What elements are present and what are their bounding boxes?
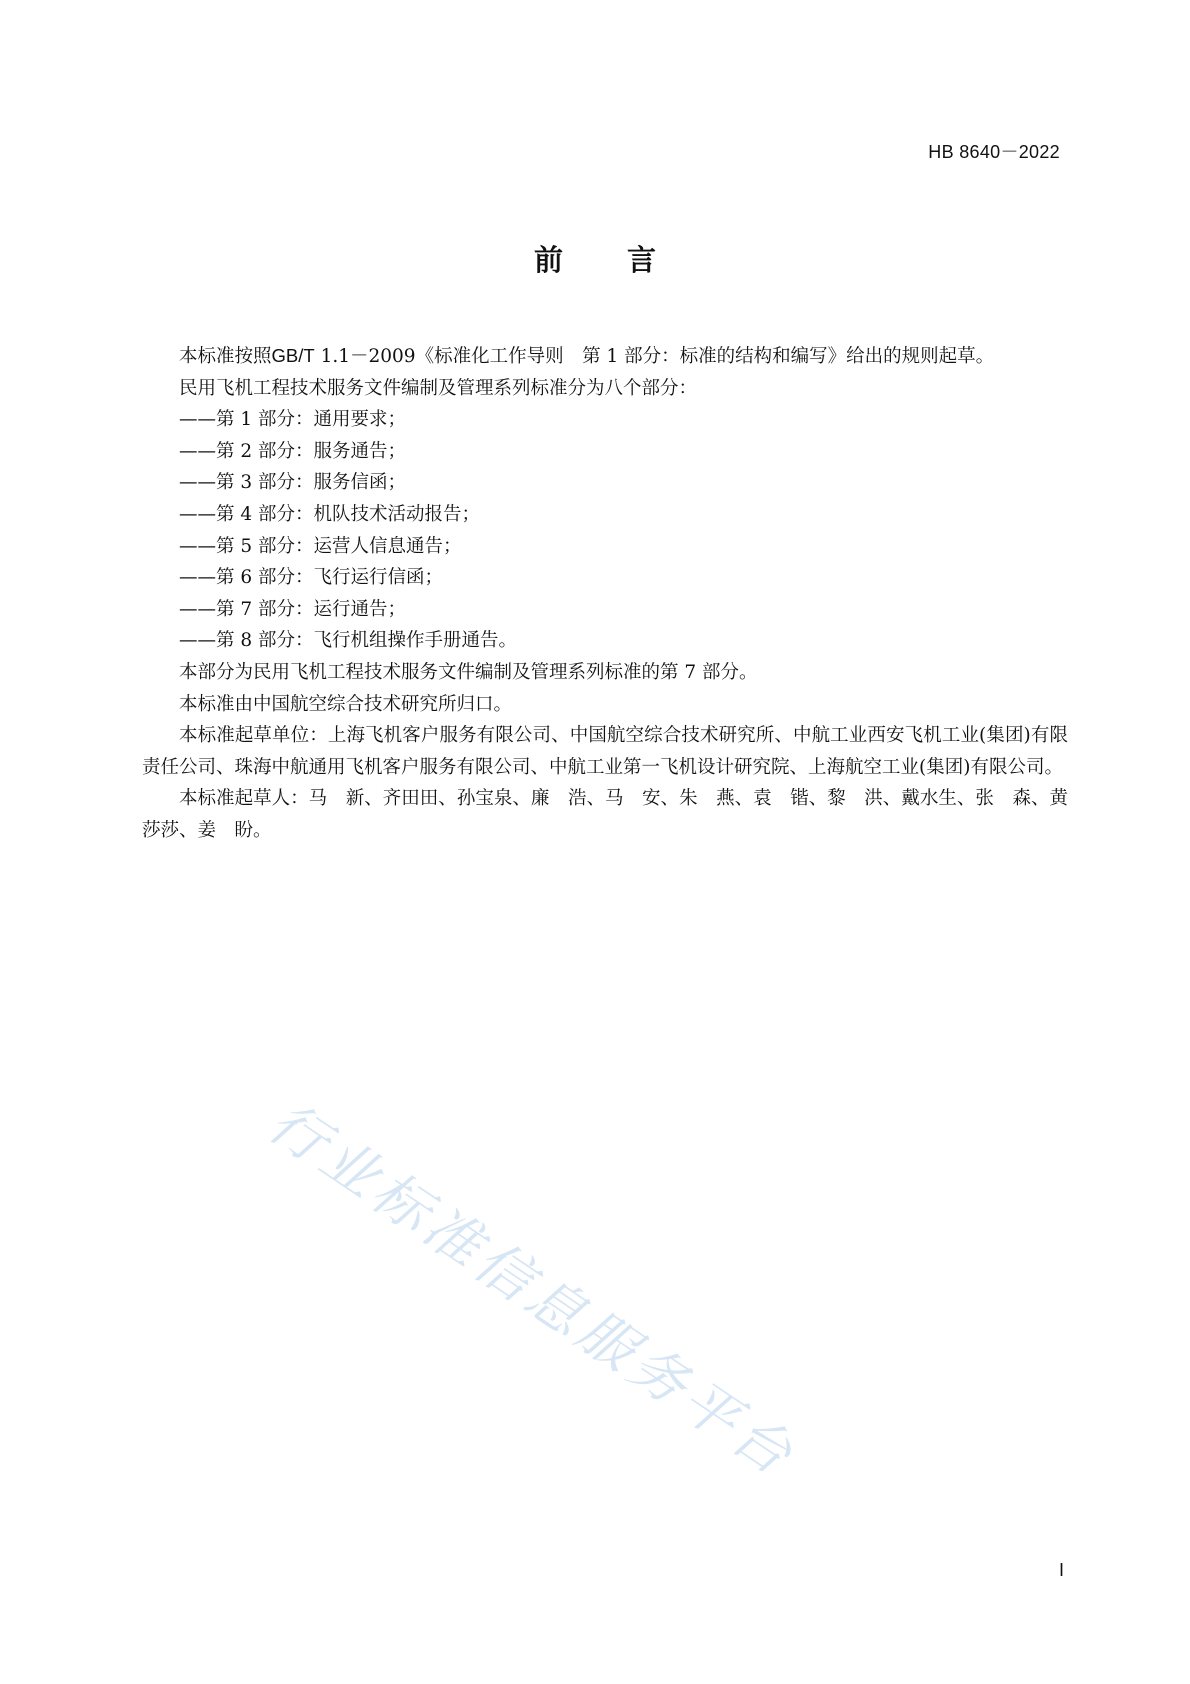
list-item: ——第 4 部分：机队技术活动报告；	[179, 503, 481, 525]
list-item: ——第 8 部分：飞行机组操作手册通告。	[179, 630, 518, 652]
list-item: ——第 6 部分：飞行运行信函；	[179, 567, 444, 589]
list-item: ——第 7 部分：运行通告；	[179, 598, 407, 620]
page-title: 前言	[533, 243, 720, 277]
list-item: ——第 2 部分：服务通告；	[179, 440, 407, 462]
list-item: ——第 1 部分：通用要求；	[179, 409, 407, 431]
intro-std-code: GB/T	[271, 345, 315, 366]
intro-prefix: 本标准按照	[179, 346, 272, 367]
page-header-code: HB 8640－2022	[928, 142, 1060, 162]
watermark: 行业标准信息服务平台	[256, 1089, 808, 1491]
drafters-paragraph: 本标准起草人：马 新、齐田田、孙宝泉、廉 浩、马 安、朱 燕、袁 锴、黎 洪、戴水生、张 森、黄莎莎、姜 盼。	[142, 788, 1068, 841]
list-item: ——第 3 部分：服务信函；	[179, 472, 407, 494]
drafting-units-paragraph: 本标准起草单位：上海飞机客户服务有限公司、中国航空综合技术研究所、中航工业西安飞机工业(集团)有限责任公司、珠海中航通用飞机客户服务有限公司、中航工业第一飞机设计研究院、上海航空工业(集团)有限公司。	[142, 725, 1068, 778]
page-number: I	[1058, 1560, 1064, 1580]
foreword-body	[142, 340, 1068, 847]
intro-paragraph	[142, 340, 1068, 373]
this-part-paragraph: 本部分为民用飞机工程技术服务文件编制及管理系列标准的第 7 部分。	[179, 661, 758, 683]
list-item: ——第 5 部分：运营人信息通告；	[179, 535, 462, 557]
series-intro: 民用飞机工程技术服务文件编制及管理系列标准分为八个部分：	[179, 377, 698, 399]
managed-by-paragraph: 本标准由中国航空综合技术研究所归口。	[179, 693, 513, 715]
intro-suffix: 1.1－2009《标准化工作导则 第 1 部分：标准的结构和编写》给出的规则起草。	[314, 346, 995, 367]
